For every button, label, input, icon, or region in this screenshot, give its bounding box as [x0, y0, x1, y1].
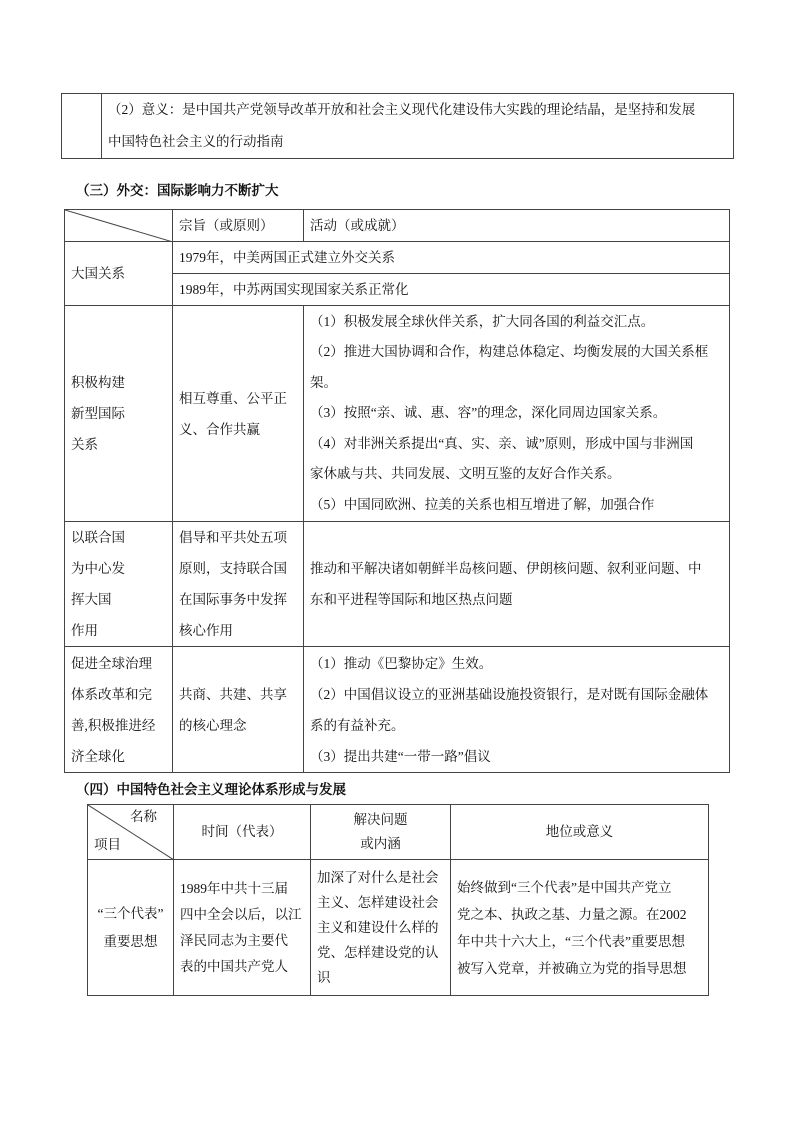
major-item: 1989年，中苏两国实现国家关系正常化 [173, 274, 730, 306]
label-line: 以联合国 [71, 530, 125, 545]
problem-line: 识 [317, 970, 331, 985]
corner-header-cell [88, 805, 174, 860]
header-problem [311, 805, 451, 860]
activity-line: 架。 [310, 374, 337, 390]
status-line: 被写入党章，并被确立为党的指导思想 [457, 960, 687, 976]
principle-line: 共商、共建、共享 [179, 686, 287, 702]
section-title-theory: （四）中国特色社会主义理论体系形成与发展 [76, 782, 346, 797]
label-line: 关系 [71, 437, 98, 452]
label-line: 善,积极推进经 [71, 717, 156, 733]
activity-line: （3）提出共建“一带一路”倡议 [310, 748, 491, 764]
label-line: 济全球化 [71, 748, 125, 764]
activity-line: （2）中国倡议设立的亚洲基础设施投资银行，是对既有国际金融体 [310, 686, 709, 702]
problem-line: 主义和建设什么样的 [317, 920, 439, 935]
row-label-un [65, 522, 173, 647]
activity-line: （1）积极发展全球伙伴关系，扩大同各国的利益交汇点。 [310, 313, 655, 329]
row-label-global [65, 647, 173, 773]
principle-line: 义、合作共赢 [179, 421, 260, 437]
diagonal-line [65, 210, 173, 242]
significance-line: （2）意义：是中国共产党领导改革开放和社会主义现代化建设伟大实践的理论结晶，是坚持和发展 [108, 102, 696, 117]
principle-line: 倡导和平共处五项 [179, 530, 287, 545]
principle-global [173, 647, 304, 773]
status-line: 年中共十六大上，“三个代表”重要思想 [457, 933, 685, 949]
principle-line: 的核心理念 [179, 717, 247, 733]
label-line: 作用 [71, 623, 98, 638]
section-title-diplomacy: （三）外交：国际影响力不断扩大 [76, 183, 279, 198]
name-line: 重要思想 [103, 933, 158, 949]
diplomacy-table [64, 209, 730, 773]
significance-line: 中国特色社会主义的行动指南 [108, 134, 284, 149]
activity-line: （1）推动《巴黎协定》生效。 [310, 655, 493, 671]
label-line: 为中心发 [71, 561, 125, 576]
activities-new-relations [304, 306, 730, 522]
theory-status-cell [451, 860, 709, 996]
label-line: 新型国际 [71, 406, 125, 421]
status-line: 党之本、执政之基、力量之源。在2002 [457, 906, 687, 922]
activity-line: （4）对非洲关系提出“真、实、亲、诚”原则，形成中国与非洲国 [310, 435, 694, 451]
principle-line: 核心作用 [179, 623, 233, 638]
header-activity: 活动（或成就） [304, 210, 730, 242]
time-line: 泽民同志为主要代 [180, 932, 288, 948]
header-status: 地位或意义 [451, 805, 709, 860]
time-line: 表的中国共产党人 [180, 958, 288, 974]
corner-top-label: 名称 [130, 809, 157, 824]
significance-cell [102, 94, 734, 159]
header-line: 解决问题 [353, 812, 408, 827]
status-line: 始终做到“三个代表”是中国共产党立 [457, 879, 672, 895]
major-item: 1979年，中美两国正式建立外交关系 [173, 242, 730, 274]
activity-line: 系的有益补充。 [310, 717, 405, 733]
label-line: 积极构建 [71, 375, 125, 390]
activity-line: 东和平进程等国际和地区热点问题 [310, 592, 513, 607]
corner-bottom-label: 项目 [94, 837, 121, 852]
principle-new-relations [173, 306, 304, 522]
theory-problem-cell [311, 860, 451, 996]
diagonal-header-cell [65, 210, 173, 242]
time-line: 1989年中共十三届 [180, 880, 288, 896]
theory-significance-table [61, 93, 734, 159]
time-line: 四中全会以后，以江 [180, 906, 302, 922]
name-line: “三个代表” [97, 905, 164, 921]
activity-line: （3）按照“亲、诚、惠、容”的理念，深化同周边国家关系。 [310, 405, 667, 421]
row-label-new-relations [65, 306, 173, 522]
problem-line: 党、怎样建设党的认 [317, 945, 439, 960]
activity-line: （2）推进大国协调和合作，构建总体稳定、均衡发展的大国关系框 [310, 344, 709, 360]
problem-line: 加深了对什么是社会 [317, 870, 439, 885]
theory-time-cell [174, 860, 311, 996]
principle-line: 相互尊重、公平正 [179, 390, 287, 406]
label-line: 挥大国 [71, 592, 112, 607]
label-line: 促进全球治理 [71, 655, 152, 671]
activities-un [304, 522, 730, 647]
row-label-major: 大国关系 [65, 242, 173, 306]
activities-global [304, 647, 730, 773]
empty-cell [62, 94, 102, 159]
header-principle: 宗旨（或原则） [173, 210, 304, 242]
activity-line: 家休戚与共、共同发展、文明互鉴的友好合作关系。 [310, 466, 621, 482]
activity-line: 推动和平解决诸如朝鲜半岛核问题、伊朗核问题、叙利亚问题、中 [310, 561, 702, 576]
principle-un [173, 522, 304, 647]
label-line: 体系改革和完 [71, 686, 152, 702]
header-time: 时间（代表） [174, 805, 311, 860]
header-line: 或内涵 [360, 836, 401, 851]
principle-line: 在国际事务中发挥 [179, 592, 287, 607]
principle-line: 原则，支持联合国 [179, 561, 287, 576]
problem-line: 主义、怎样建设社会 [317, 895, 439, 910]
theory-name-cell [88, 860, 174, 996]
theory-system-table [87, 804, 709, 996]
activity-line: （5）中国同欧洲、拉美的关系也相互增进了解，加强合作 [310, 496, 655, 512]
